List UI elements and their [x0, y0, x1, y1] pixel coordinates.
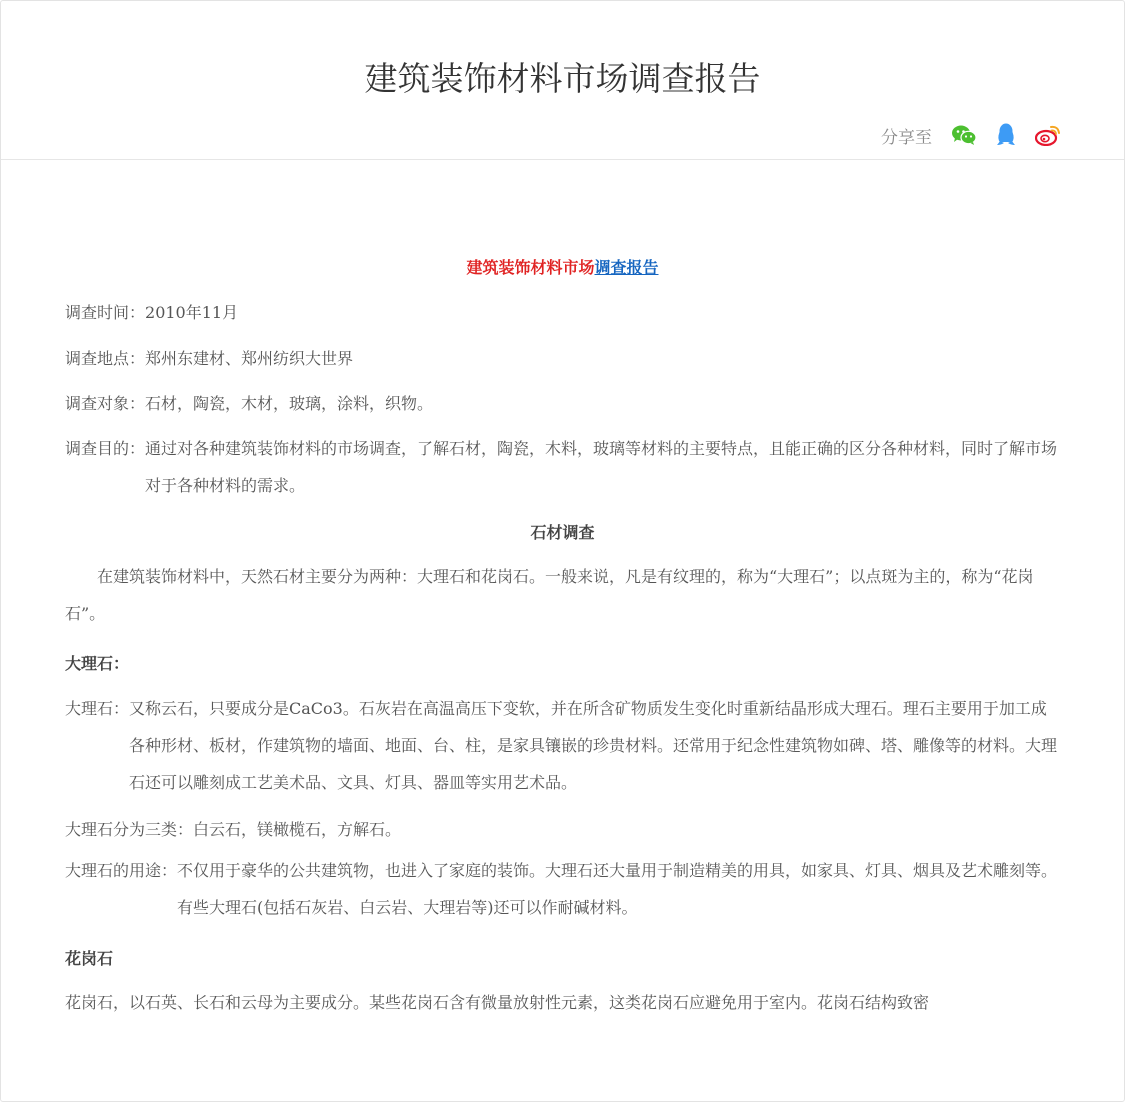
- stone-intro: 在建筑装饰材料中，天然石材主要分为两种：大理石和花岗石。一般来说，凡是有纹理的，称为“大理石”；以点斑为主的，称为“花岗石”。: [65, 567, 1034, 623]
- object-label: 调查对象：: [65, 394, 146, 413]
- purpose-label: 调查目的：: [65, 439, 146, 458]
- place-value: 郑州东建材、郑州纺织大世界: [145, 349, 354, 368]
- marble-value: 又称云石，只要成分是CaCo3。石灰岩在高温高压下变软，并在所含矿物质发生变化时重新结晶形成大理石。理石主要用于加工成各种形材、板材，作建筑物的墙面、地面、台、柱，是家具镶嵌的珍贵材料。还常用于纪念性建筑物如碑、塔、雕像等的材料。大理石还可以雕刻成工艺美术品、文具、灯具、器皿等实用艺术品。: [129, 699, 1058, 792]
- marble-use-value: 不仅用于豪华的公共建筑物，也进入了家庭的装饰。大理石还大量用于制造精美的用具，如家具、灯具、烟具及艺术雕刻等。有些大理石(包括石灰岩、白云岩、大理岩等)还可以作耐碱材料。: [177, 861, 1058, 917]
- time-value: 2010年11月: [145, 303, 239, 322]
- share-label: 分享至: [881, 127, 932, 148]
- marble-use: [65, 852, 1060, 926]
- article-header: [1, 1, 1124, 160]
- heading-link[interactable]: 调查报告: [594, 258, 659, 277]
- weibo-icon[interactable]: [1034, 121, 1062, 149]
- survey-object: [65, 391, 1060, 414]
- page-title: 建筑装饰材料市场调查报告: [364, 59, 761, 98]
- share-bar: [881, 121, 1062, 149]
- qq-icon[interactable]: [992, 121, 1020, 149]
- section-stone-title: 石材调查: [530, 523, 595, 542]
- time-label: 调查时间：: [65, 303, 146, 322]
- survey-time: [65, 300, 1060, 323]
- marble-paragraph: [65, 690, 1060, 801]
- marble-label: 大理石：: [65, 699, 130, 718]
- marble-types: 大理石分为三类：白云石，镁橄榄石，方解石。: [65, 820, 402, 839]
- marble-heading: 大理石：: [65, 654, 130, 673]
- heading-text: 建筑装饰材料市场: [466, 258, 595, 277]
- marble-use-label: 大理石的用途：: [65, 861, 178, 880]
- wechat-icon[interactable]: [950, 121, 978, 149]
- granite-text: 花岗石，以石英、长石和云母为主要成分。某些花岗石含有微量放射性元素，这类花岗石应避免用于室内。花岗石结构致密: [65, 993, 930, 1012]
- purpose-value: 通过对各种建筑装饰材料的市场调查，了解石材，陶瓷，木料，玻璃等材料的主要特点，且能正确的区分各种材料，同时了解市场对于各种材料的需求。: [145, 439, 1058, 495]
- document-heading: [1, 255, 1124, 278]
- survey-place: [65, 346, 1060, 369]
- survey-purpose: [65, 430, 1060, 504]
- granite-heading: 花岗石: [65, 949, 114, 968]
- place-label: 调查地点：: [65, 349, 146, 368]
- object-value: 石材，陶瓷，木材，玻璃，涂料，织物。: [145, 394, 434, 413]
